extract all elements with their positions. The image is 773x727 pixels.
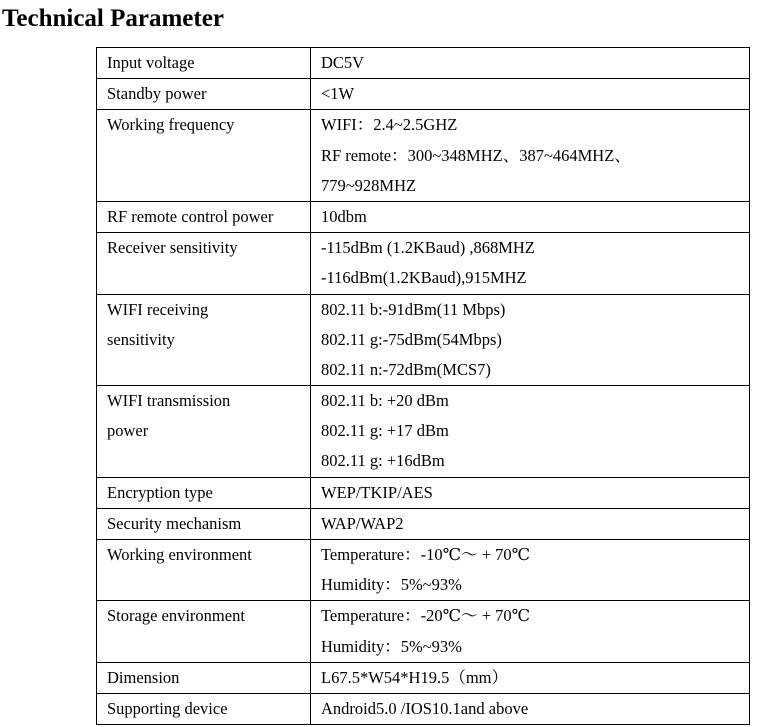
parameter-value-line: 779~928MHZ — [321, 175, 417, 195]
parameter-name-line: Standby power — [107, 84, 207, 104]
technical-parameter-table — [96, 47, 750, 725]
parameter-name-cell — [97, 540, 311, 601]
parameter-value-line: <1W — [321, 84, 355, 104]
parameter-value-cell — [311, 662, 750, 693]
parameter-value-line: 802.11 b:-91dBm(11 Mbps) — [321, 299, 506, 319]
parameter-value-line: 802.11 b: +20 dBm — [321, 391, 449, 411]
table-row — [97, 294, 750, 386]
parameter-value-line: 10dbm — [321, 206, 367, 226]
parameter-value-line: -116dBm(1.2KBaud),915MHZ — [321, 268, 527, 288]
parameter-value-line: L67.5*W54*H19.5（mm） — [321, 667, 508, 687]
parameter-name-cell — [97, 601, 311, 662]
table-row — [97, 662, 750, 693]
table-row — [97, 201, 750, 232]
parameter-name-cell — [97, 662, 311, 693]
parameter-name-line: WIFI transmission — [107, 391, 231, 411]
parameter-value-cell — [311, 693, 750, 724]
table-row — [97, 79, 750, 110]
parameter-value-line: DC5V — [321, 53, 365, 72]
parameter-name-line: Encryption type — [107, 482, 213, 502]
parameter-value-cell — [311, 201, 750, 232]
parameter-name-cell — [97, 508, 311, 539]
parameter-value-line: Temperature：-20℃～ + 70℃ — [321, 606, 531, 626]
parameter-value-cell — [311, 79, 750, 110]
parameter-value-cell — [311, 233, 750, 294]
table-body — [97, 48, 750, 725]
parameter-value-cell — [311, 48, 750, 79]
parameter-value-line: Humidity：5%~93% — [321, 636, 462, 656]
parameter-name-cell — [97, 294, 311, 386]
parameter-value-cell — [311, 294, 750, 386]
parameter-name-cell — [97, 201, 311, 232]
parameter-name-line: sensitivity — [107, 329, 175, 349]
parameter-value-line: 802.11 g: +17 dBm — [321, 421, 449, 441]
parameter-name-cell — [97, 79, 311, 110]
parameter-name-cell — [97, 477, 311, 508]
parameter-value-line: WEP/TKIP/AES — [321, 482, 433, 502]
parameter-value-cell — [311, 477, 750, 508]
parameter-value-line: 802.11 g: +16dBm — [321, 451, 445, 471]
parameter-value-cell — [311, 386, 750, 478]
parameter-value-line: WAP/WAP2 — [321, 513, 404, 533]
parameter-name-line: Working environment — [107, 545, 252, 564]
parameter-value-line: RF remote：300~348MHZ、387~464MHZ、 — [321, 145, 631, 165]
parameter-value-cell — [311, 110, 750, 202]
parameter-value-line: WIFI：2.4~2.5GHZ — [321, 115, 458, 135]
parameter-name-line: Working frequency — [107, 115, 235, 135]
parameter-value-cell — [311, 508, 750, 539]
parameter-name-line: WIFI receiving — [107, 299, 209, 319]
table-row — [97, 110, 750, 202]
parameter-value-line: Humidity：5%~93% — [321, 575, 462, 595]
table-row — [97, 508, 750, 539]
table-row — [97, 540, 750, 601]
parameter-value-line: Android5.0 /IOS10.1and above — [321, 698, 529, 718]
parameter-value-line: -115dBm (1.2KBaud) ,868MHZ — [321, 238, 535, 258]
parameter-name-cell — [97, 233, 311, 294]
parameter-value-line: 802.11 g:-75dBm(54Mbps) — [321, 329, 502, 349]
parameter-name-line: Supporting device — [107, 698, 228, 718]
parameter-name-line: Dimension — [107, 667, 180, 687]
parameter-value-line: Temperature：-10℃～ + 70℃ — [321, 545, 531, 564]
table-row — [97, 477, 750, 508]
parameter-name-line: Storage environment — [107, 606, 245, 626]
parameter-name-cell — [97, 48, 311, 79]
table-row — [97, 601, 750, 662]
parameter-name-line: RF remote control power — [107, 206, 274, 226]
parameter-name-cell — [97, 386, 311, 478]
parameter-name-line: Input voltage — [107, 53, 195, 72]
table-row — [97, 693, 750, 724]
table-row — [97, 233, 750, 294]
parameter-value-cell — [311, 540, 750, 601]
parameter-name-line: power — [107, 421, 149, 441]
table-row — [97, 48, 750, 79]
parameter-name-line: Receiver sensitivity — [107, 238, 238, 258]
parameter-name-line: Security mechanism — [107, 513, 242, 533]
parameter-value-cell — [311, 601, 750, 662]
parameter-name-cell — [97, 693, 311, 724]
parameter-name-cell — [97, 110, 311, 202]
parameter-value-line: 802.11 n:-72dBm(MCS7) — [321, 359, 491, 379]
page-title: Technical Parameter — [2, 5, 224, 32]
table-row — [97, 386, 750, 478]
